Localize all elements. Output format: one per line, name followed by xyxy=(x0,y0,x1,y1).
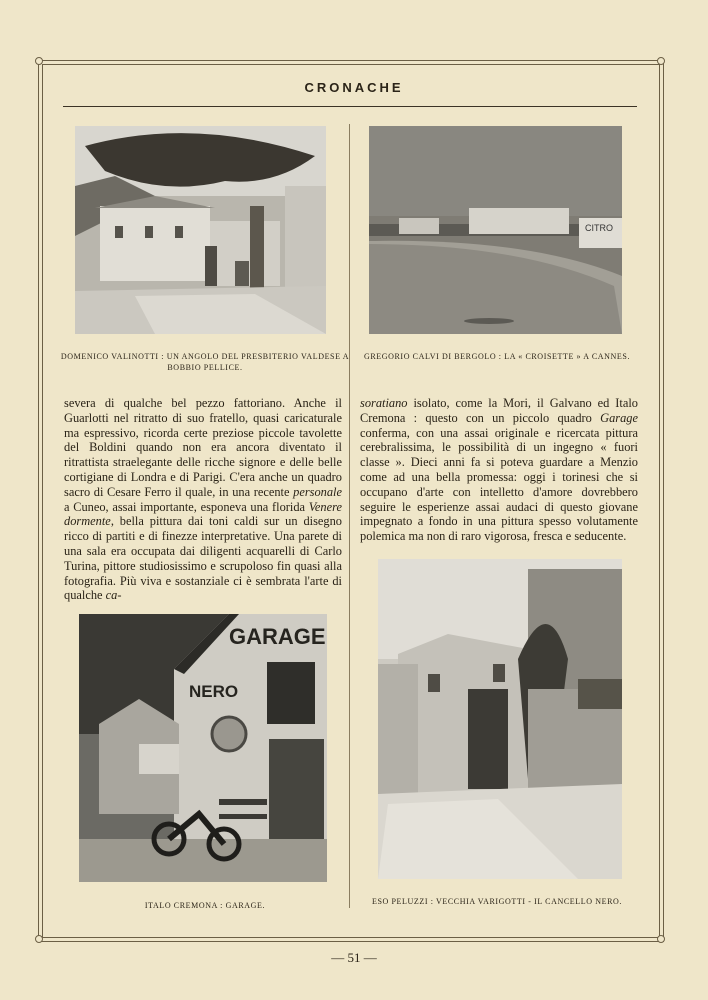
frame-corner-ornament xyxy=(657,935,665,943)
frame-corner-ornament xyxy=(35,935,43,943)
svg-text:CITRO: CITRO xyxy=(585,223,613,233)
caption-fig1: DOMENICO VALINOTTI : UN ANGOLO DEL PRESBITERIO VALDESE A BOBBIO PELLICE. xyxy=(60,352,350,372)
header-rule xyxy=(63,106,637,107)
painting-cremona-garage xyxy=(79,614,327,882)
svg-text:NERO: NERO xyxy=(189,682,239,701)
painting-calvi-di-bergolo xyxy=(369,126,622,334)
column-divider xyxy=(349,124,350,908)
article-text-left: severa di qualche bel pezzo fattoriano. Anche il Guarlotti nel ritratto di suo fratello, quasi caricaturale ma espressivo, ricorda certe preziose piccole tavolette del Boldini quando non era ancora diventato il ritrattista straelegante delle ricche signore e delle belle cortigiane di Londra e di Parigi. C'era anche un quadro sacro di Cesare Ferro il quale, in una recente personale a Cuneo, assai importante, esponeva una florida Venere dormente, bella pittura dai toni caldi sur un disegno ricco di partiti e di finezze interpretative. Una parete di una sala era occupata dai diligenti acquarelli di Carlo Turina, pittore studiosissimo e scrupoloso fin quasi alla fotografia. Più viva e sostanziale ci è sembrata l'arte di qualche ca- xyxy=(64,396,342,603)
frame-corner-ornament xyxy=(657,57,665,65)
article-text-right: soratiano isolato, come la Mori, il Galvano ed Italo Cremona : questo con un piccolo quadro Garage conferma, con una assai originale e ricercata pittura cerebralissima, le possibilità di un ingegno « fuori classe ». Dieci anni fa si poteva guardare a Menzio come ad una bella promessa: oggi i torinesi che si occupano d'arte con intelletto d'amore dovrebbero seguire le esperienze assai audaci di questo giovane impegnato a fondo in una pittura spesso volutamente polemica ma non di raro vigorosa, fresca e seducente. xyxy=(360,396,638,544)
page-number: — 51 — xyxy=(331,950,377,965)
painting-valinotti xyxy=(75,126,326,334)
caption-fig2: GREGORIO CALVI DI BERGOLO : LA « CROISETTE » A CANNES. xyxy=(363,352,631,361)
painting-peluzzi-varigotti xyxy=(378,559,622,879)
section-title: CRONACHE xyxy=(304,80,404,95)
frame-corner-ornament xyxy=(35,57,43,65)
caption-fig3: ITALO CREMONA : GARAGE. xyxy=(144,901,266,910)
svg-text:GARAGE: GARAGE xyxy=(229,624,326,649)
caption-fig4: ESO PELUZZI : VECCHIA VARIGOTTI - IL CANCELLO NERO. xyxy=(371,897,623,906)
